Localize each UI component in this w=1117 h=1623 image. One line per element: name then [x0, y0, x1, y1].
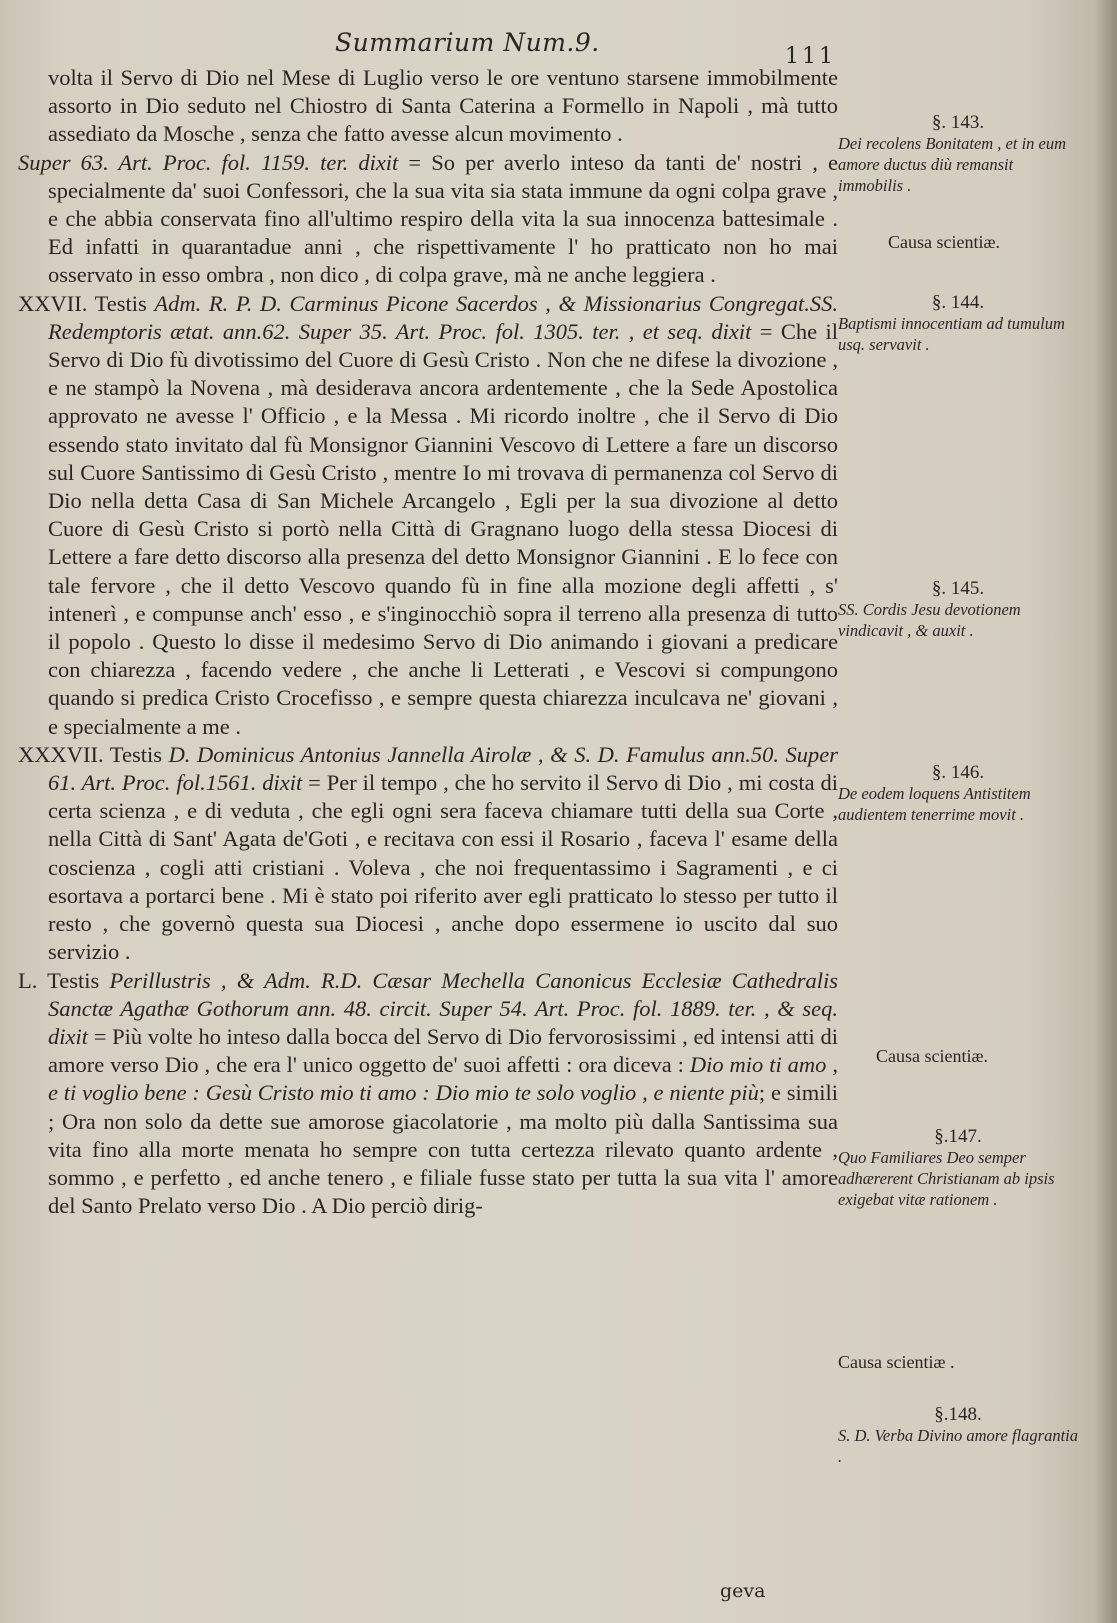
- quoted-prayer: Dio mio ti amo , e ti voglio bene : Gesù Cristo mio ti amo : Dio mio te solo voglio , e niente più: [48, 1052, 838, 1106]
- paragraph-text: ; e simili ; Ora non solo da dette sue amorose giacolatorie , ma molto più dalla Santissima sua vita fino alla morte menata ho sempre con tutta certezza rilevato quanto ardente , sommo , e perfetto , ed anche tenero , e filiale fusse stato per tutta la sua vita l' amore del Santo Prelato verso Dio . A Dio perciò dirig-: [48, 1080, 839, 1219]
- citation-reference: Perillustris , & Adm. R.D. Cæsar Mechella Canonicus Ecclesiæ Cathedralis Sanctæ Agathæ Gothorum ann. 48. circit. Super 54. Art. Proc. fol. 1889. ter. , & seq. dixit: [48, 967, 839, 1049]
- paragraph-text: volta il Servo di Dio nel Mese di Luglio verso le ore ventuno starsene immobilmente assorto in Dio seduto nel Chiostro di Santa Caterina a Formello in Napoli , mà tutto assediato da Mosche , senza che fatto avesse alcun movimento .: [48, 65, 838, 147]
- margin-note: [838, 1126, 1078, 1210]
- page-number: 111: [785, 44, 836, 69]
- testimony-paragraph: [18, 741, 838, 967]
- witness-number: XXXVII. Testis: [18, 741, 162, 767]
- causa-scientiae-note: Causa scientiæ.: [876, 1046, 988, 1066]
- margin-note-text: De eodem loquens Antistitem audientem tenerrime movit .: [838, 784, 1031, 824]
- section-number: §. 146.: [931, 762, 985, 783]
- section-number: §.147.: [934, 1126, 982, 1147]
- margin-note-text: Quo Familiares Deo semper adhærerent Christianam ab ipsis exigebat vitæ rationem .: [838, 1148, 1055, 1209]
- margin-note-text: Dei recolens Bonitatem , et in eum amore ductus diù remansit immobilis .: [838, 134, 1067, 195]
- paragraph-continuation: [18, 64, 838, 149]
- testimony-paragraph: [18, 967, 838, 1221]
- testimony-paragraph: [18, 149, 838, 290]
- catchword: geva: [720, 1580, 766, 1602]
- margin-note: [838, 1404, 1078, 1467]
- citation-reference: Super 63. Art. Proc. fol. 1159. ter. dixit: [18, 149, 399, 175]
- causa-scientiae-note: Causa scientiæ.: [888, 232, 1000, 252]
- margin-note: [838, 112, 1078, 196]
- page-gutter-shadow: [1095, 0, 1117, 1623]
- margin-note-text: Baptismi innocentiam ad tumulum usq. servavit .: [838, 314, 1065, 354]
- margin-note-text: SS. Cordis Jesu devotionem vindicavit , & auxit .: [838, 600, 1021, 640]
- margin-note: [838, 762, 1078, 825]
- paragraph-text: = Per il tempo , che ho servito il Servo di Dio , mi costa di certa scienza , e di veduta , che egli ogni sera faceva chiamare tutti della sua Corte , nella Città di Sant' Agata de'Goti , e recitava con essi il Rosario , faceva l' esame della coscienza , cogli atti cristiani . Voleva , che noi frequentassimo i Sagramenti , e ci esortava a portarci bene . Mi è stato poi riferito aver egli pratticato lo stesso per tutto il resto , che governò questa sua Diocesi , anche dopo essermene io uscito dal suo servizio .: [48, 770, 838, 965]
- section-number: §. 145.: [931, 578, 985, 599]
- margin-note: [838, 578, 1078, 641]
- citation-reference: Adm. R. P. D. Carminus Picone Sacerdos , & Missionarius Congregat.SS. Redemptoris ætat. ann.62. Super 35. Art. Proc. fol. 1305. ter. , et seq. dixit: [48, 290, 839, 344]
- witness-number: L. Testis: [18, 967, 100, 993]
- running-head: Summarium Num.9.: [335, 28, 600, 57]
- paragraph-text: = Più volte ho inteso dalla bocca del Servo di Dio fervorosissimi , ed intensi atti di amore verso Dio , che era l' unico oggetto de' suoi affetti : ora diceva :: [48, 1023, 838, 1078]
- margin-notes-column: [838, 0, 1083, 1623]
- witness-number: XXVII. Testis: [18, 290, 147, 316]
- causa-scientiae-note: Causa scientiæ .: [838, 1352, 955, 1372]
- section-number: §.148.: [934, 1404, 982, 1425]
- section-number: §. 144.: [931, 292, 985, 313]
- paragraph-text: = Che il Servo di Dio fù divotissimo del Cuore di Gesù Cristo . Non che ne difese la divozione , e ne stampò la Novena , mà desiderava ancora ardentemente , che la Sede Apostolica approvato ne avesse l' Officio , e la Messa . Mi ricordo inoltre , che il Servo di Dio essendo stato invitato dal fù Monsignor Giannini Vescovo di Lettere a fare un discorso sul Cuore Santissimo di Gesù Cristo , mentre Io mi trovava di permanenza col Servo di Dio nella detta Casa di San Michele Arcangelo , Egli per la sua divozione al detto Cuore di Gesù Cristo si portò nella Città di Gragnano luogo della stessa Diocesi di Lettere a fare detto discorso alla presenza del detto Monsignor Giannini . E lo fece con tale fervore , che il detto Vescovo quando fù in fine alla mozione degli affetti , s' intenerì , e compunse anch' esso , e s'inginocchiò sopra il terreno alla presenza di tutto il popolo . Questo lo disse il medesimo Servo di Dio animando i giovani a predicare con chiarezza , facendo vedere , che anche li Letterati , e Vescovi si compungono quando si predica Cristo Crocefisso , e sempre questa chiarezza inculcava ne' giovani , e specialmente a me .: [48, 318, 839, 739]
- margin-note-text: S. D. Verba Divino amore flagrantia .: [838, 1426, 1078, 1466]
- paragraph-text: = So per averlo inteso da tanti de' nostri , e specialmente da' suoi Confessori, che la sua vita sia stata immune da ogni colpa grave , e che abbia conservata fino all'ultimo respiro della vita la sua innocenza battesimale . Ed infatti in quarantadue anni , che rispettivamente l' ho pratticato non ho mai osservato in esso ombra , non dico , di colpa grave, mà ne anche leggiera .: [48, 149, 839, 288]
- section-number: §. 143.: [931, 112, 985, 133]
- margin-note: [838, 292, 1078, 355]
- main-text-column: [18, 64, 838, 1220]
- citation-reference: D. Dominicus Antonius Jannella Airolæ , & S. D. Famulus ann.50. Super 61. Art. Proc. fol.1561. dixit: [48, 741, 839, 796]
- testimony-paragraph: [18, 290, 838, 741]
